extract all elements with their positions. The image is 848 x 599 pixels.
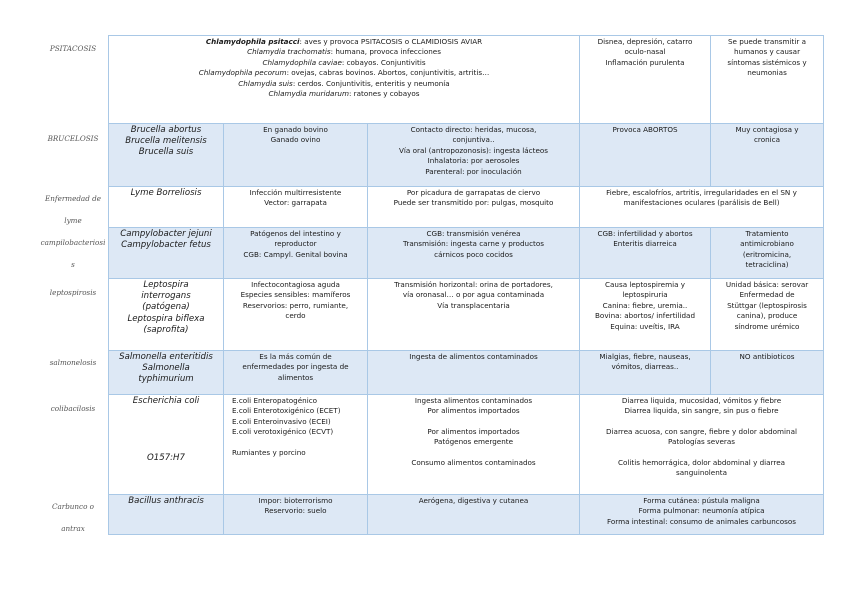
lepto-notes: Unidad básica: serovar Enfermedad de Stüttgar (leptospirosis canina), produce síndrome urémico bbox=[711, 279, 824, 351]
psitacosis-symptoms: Disnea, depresión, catarro oculo-nasal Inflamación purulenta bbox=[580, 36, 711, 124]
psitacosis-notes: Se puede transmitir a humanos y causar síntomas sistémicos y neumonias bbox=[711, 36, 824, 124]
brucelosis-notes: Muy contagiosa y cronica bbox=[711, 124, 824, 187]
brucelosis-symptoms: Provoca ABORTOS bbox=[580, 124, 711, 187]
lyme-host: Infección multirresistente Vector: garrapata bbox=[224, 187, 368, 228]
row-brucelosis bbox=[109, 124, 824, 187]
coli-transmission: Ingesta alimentos contaminados Por alimentos importados Por alimentos importados Patógenos emergente Consumo alimentos contaminados bbox=[368, 395, 580, 495]
salmo-species: Salmonella enteritidis Salmonella typhimurium bbox=[109, 351, 224, 395]
psitacosis-species-cell: Chlamydophila psitacci: aves y provoca PSITACOSIS o CLAMIDIOSIS AVIAR Chlamydia trachomatis: humana, provoca infecciones Chlamydophila caviae: cobayos. Conjuntivitis Chlamydophila pecorum: ovejas, cabras bovinos. Abortos, conjuntivitis, artritis… Chlamydia suis: cerdos. Conjuntivitis, enteritis y neumonía Chlamydia muridarum: ratones y cobayos bbox=[109, 36, 580, 124]
label-leptospirosis: leptospirosis bbox=[49, 288, 97, 297]
row-lyme bbox=[109, 187, 824, 228]
lyme-transmission: Por picadura de garrapatas de ciervo Puede ser transmitido por: pulgas, mosquito bbox=[368, 187, 580, 228]
lepto-host: Infectocontagiosa aguda Especies sensibles: mamíferos Reservorios: perro, rumiante, cerdo bbox=[224, 279, 368, 351]
label-brucelosis: BRUCELOSIS bbox=[47, 134, 99, 143]
label-psitacosis: PSITACOSIS bbox=[49, 44, 97, 53]
row-salmonelosis bbox=[109, 351, 824, 395]
carbunco-species: Bacillus anthracis bbox=[109, 495, 224, 535]
coli-host: E.coli Enteropatogénico E.coli Enterotoxigénico (ECET) E.coli Enteroinvasivo (ECEI) E.coli verotoxigénico (ECVT) Rumiantes y porcino bbox=[224, 395, 368, 495]
label-salmonelosis: salmonelosis bbox=[49, 358, 97, 367]
campylo-host: Patógenos del intestino y reproductor CGB: Campyl. Genital bovina bbox=[224, 228, 368, 279]
label-colibacilosis: colibacilosis bbox=[50, 404, 96, 413]
carbunco-transmission: Aerógena, digestiva y cutanea bbox=[368, 495, 580, 535]
lepto-symptoms: Causa leptospiremia y leptospiruria Canina: fiebre, uremia.. Bovina: abortos/ infertilidad Equina: uveítis, IRA bbox=[580, 279, 711, 351]
label-lyme-campilobacteriosis: Enfermedad de lyme campilobacteriosi s bbox=[40, 194, 106, 269]
coli-species: Escherichia coli O157:H7 bbox=[109, 395, 224, 495]
coli-symptoms: Diarrea liquida, mucosidad, vómitos y fiebre Diarrea liquida, sin sangre, sin pus o fiebre Diarrea acuosa, con sangre, fiebre y dolor abdominal Patologías severas Colitis hemorrágica, dolor abdominal y diarrea sanguinolenta bbox=[580, 395, 824, 495]
carbunco-host: Impor: bioterrorismo Reservorio: suelo bbox=[224, 495, 368, 535]
row-psitacosis bbox=[109, 36, 824, 124]
disease-table bbox=[108, 35, 824, 535]
salmo-transmission: Ingesta de alimentos contaminados bbox=[368, 351, 580, 395]
label-carbunco: Carbunco o antrax bbox=[51, 502, 95, 533]
salmo-symptoms: Mialgias, fiebre, nauseas, vómitos, diarreas.. bbox=[580, 351, 711, 395]
row-campylobacter bbox=[109, 228, 824, 279]
campylo-symptoms: CGB: infertilidad y abortos Enteritis diarreica bbox=[580, 228, 711, 279]
campylo-notes: Tratamiento antimicrobiano (eritromicina, tetraciclina) bbox=[711, 228, 824, 279]
lepto-species: Leptospira interrogans (patógena) Leptospira biflexa (saprofita) bbox=[109, 279, 224, 351]
row-leptospirosis bbox=[109, 279, 824, 351]
row-colibacilosis bbox=[109, 395, 824, 495]
lyme-symptoms: Fiebre, escalofríos, artritis, irregularidades en el SN y manifestaciones oculares (parálisis de Bell) bbox=[580, 187, 824, 228]
carbunco-symptoms: Forma cutánea: pústula maligna Forma pulmonar: neumonía atípica Forma intestinal: consumo de animales carbuncosos bbox=[580, 495, 824, 535]
campylo-transmission: CGB: transmisión venérea Transmisión: ingesta carne y productos cárnicos poco cocidos bbox=[368, 228, 580, 279]
row-carbunco bbox=[109, 495, 824, 535]
salmo-host: Es la más común de enfermedades por ingesta de alimentos bbox=[224, 351, 368, 395]
lepto-transmission: Transmisión horizontal: orina de portadores, vía oronasal… o por agua contaminada Vía transplacentaria bbox=[368, 279, 580, 351]
lyme-species: Lyme Borreliosis bbox=[109, 187, 224, 228]
salmo-notes: NO antibioticos bbox=[711, 351, 824, 395]
brucelosis-host: En ganado bovino Ganado ovino bbox=[224, 124, 368, 187]
brucelosis-species: Brucella abortus Brucella melitensis Brucella suis bbox=[109, 124, 224, 187]
campylo-species: Campylobacter jejuni Campylobacter fetus bbox=[109, 228, 224, 279]
brucelosis-transmission: Contacto directo: heridas, mucosa, conjuntiva.. Vía oral (antropozonosis): ingesta lácteos Inhalatoria: por aerosoles Parenteral: por inoculación bbox=[368, 124, 580, 187]
